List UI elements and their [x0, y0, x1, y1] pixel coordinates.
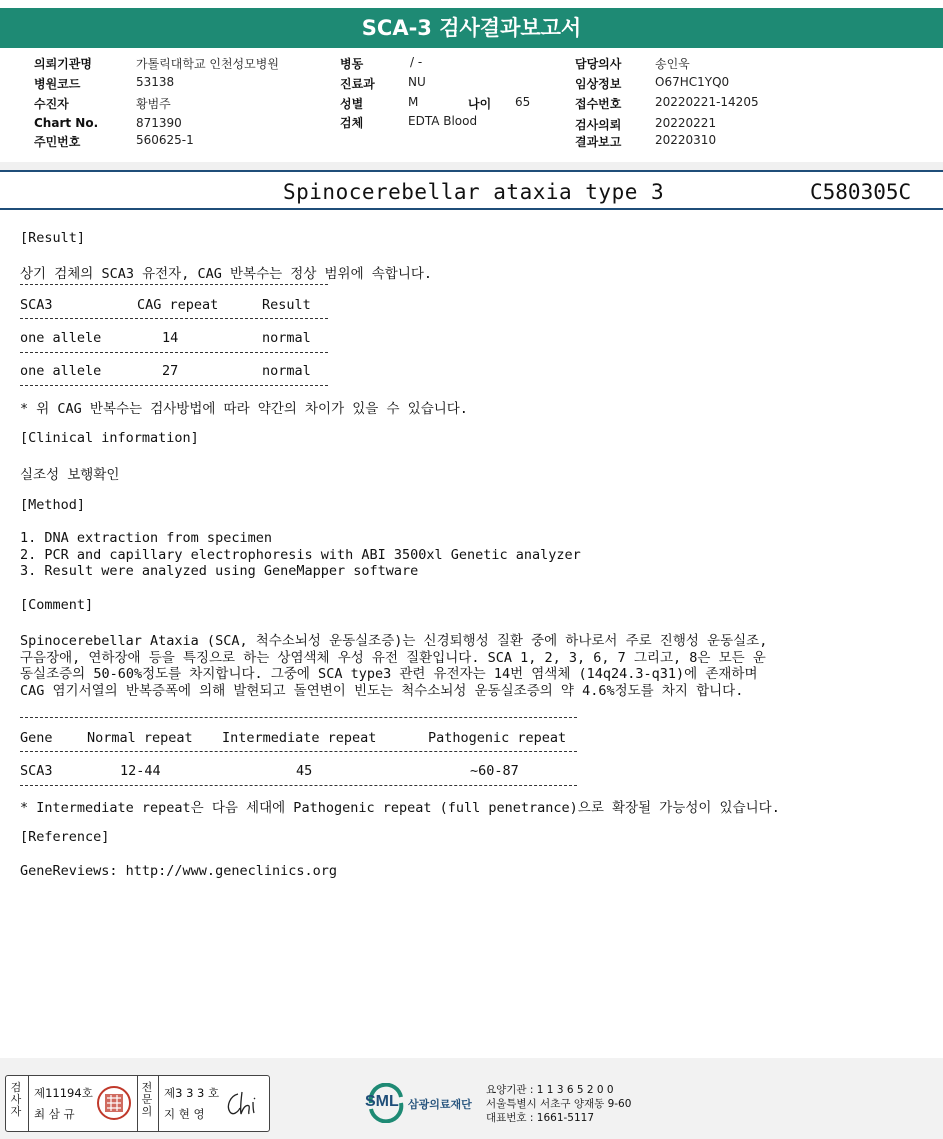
signature-box — [5, 1075, 270, 1132]
repeat-header-pathogenic: Pathogenic repeat — [428, 730, 567, 746]
info-value: 황범주 — [136, 97, 171, 111]
method-heading: [Method] — [20, 497, 86, 513]
result-row-repeat: 14 — [162, 330, 179, 346]
comment-note: * Intermediate repeat은 다음 세대에 Pathogenic repeat (full penetrance)으로 확장될 가능성이 있습니다. — [20, 800, 780, 816]
info-label: 담당의사 — [575, 57, 622, 71]
result-row-allele: one allele — [20, 330, 102, 346]
repeat-row-intermediate: 45 — [296, 763, 313, 779]
info-label: 의뢰기관명 — [34, 57, 92, 71]
comment-line: 동실조증의 50-60%정도를 차지합니다. 그중에 SCA type3 관련 유전자는 14번 염색체 (14q24.3-q31)에 존재하며 — [20, 666, 758, 682]
info-value: NU — [408, 75, 426, 89]
info-label: 병원코드 — [34, 77, 81, 91]
org-info — [486, 1083, 631, 1125]
age-label: 나이 — [468, 97, 492, 111]
info-value: O67HC1YQ0 — [655, 75, 730, 89]
repeat-header-gene: Gene — [20, 730, 53, 746]
info-label: 진료과 — [340, 77, 375, 91]
divider — [20, 352, 328, 353]
info-label: 수진자 — [34, 97, 69, 111]
info-value: 송인욱 — [655, 57, 690, 71]
info-value: M — [408, 95, 419, 109]
result-note: * 위 CAG 반복수는 검사방법에 따라 약간의 차이가 있을 수 있습니다. — [20, 401, 468, 417]
repeat-header-intermediate: Intermediate repeat — [222, 730, 377, 746]
method-step: 3. Result were analyzed using GeneMapper software — [20, 563, 419, 579]
info-label: 검체 — [340, 116, 364, 130]
result-row-allele: one allele — [20, 363, 102, 379]
divider — [20, 385, 328, 386]
info-label: 주민번호 — [34, 135, 81, 149]
signature-icon — [224, 1088, 262, 1118]
info-label: 검사의뢰 — [575, 118, 622, 132]
result-row-repeat: 27 — [162, 363, 179, 379]
report-title: SCA-3 검사결과보고서 — [0, 8, 943, 48]
divider — [20, 717, 577, 718]
info-value: 20220221 — [655, 116, 717, 130]
test-name: Spinocerebellar ataxia type 3 — [283, 180, 665, 204]
sml-logo-text: SML — [365, 1093, 399, 1110]
result-header-cag: CAG repeat — [137, 297, 219, 313]
seal-icon — [96, 1085, 132, 1121]
result-header-gene: SCA3 — [20, 297, 53, 313]
result-heading: [Result] — [20, 230, 86, 246]
signer1-license: 제11194호 — [34, 1086, 93, 1100]
header-divider-top — [0, 170, 943, 172]
signer2-license: 제3 3 3 호 — [164, 1086, 220, 1100]
clinical-text: 실조성 보행확인 — [20, 467, 120, 483]
header-band — [0, 162, 943, 170]
clinical-heading: [Clinical information] — [20, 430, 199, 446]
info-label: 병동 — [340, 57, 364, 71]
info-value: EDTA Blood — [408, 114, 478, 128]
divider — [20, 284, 328, 285]
result-summary: 상기 검체의 SCA3 유전자, CAG 반복수는 정상 범위에 속합니다. — [20, 266, 433, 282]
org-info-line: 서울특별시 서초구 양재동 9-60 — [486, 1098, 632, 1110]
repeat-row-normal: 12-44 — [120, 763, 161, 779]
org-name: 삼광의료재단 — [408, 1098, 472, 1111]
info-value: 53138 — [136, 75, 175, 89]
signer1-name: 최 삼 규 — [34, 1107, 75, 1121]
method-step: 1. DNA extraction from specimen — [20, 530, 272, 546]
reference-heading: [Reference] — [20, 829, 110, 845]
divider — [20, 318, 328, 319]
org-info-line: 요양기관 : 1 1 3 6 5 2 0 0 — [486, 1084, 614, 1096]
info-label: 결과보고 — [575, 135, 622, 149]
comment-line: Spinocerebellar Ataxia (SCA, 척수소뇌성 운동실조증)는 신경퇴행성 질환 중에 하나로서 주로 진행성 운동실조, — [20, 633, 768, 649]
reference-text: GeneReviews: http://www.geneclinics.org — [20, 863, 337, 879]
info-label: Chart No. — [34, 116, 99, 130]
signer1-role: 검사자 — [10, 1081, 22, 1118]
info-label: 성별 — [340, 97, 364, 111]
signer2-role: 전문의 — [141, 1081, 153, 1118]
comment-line: 구음장애, 연하장애 등을 특징으로 하는 상염색체 우성 유전 질환입니다. SCA 1, 2, 3, 6, 7 그리고, 8은 모든 운 — [20, 650, 766, 666]
signer2-name: 지 현 영 — [164, 1107, 205, 1121]
info-value: 20220310 — [655, 133, 717, 147]
age-value: 65 — [515, 95, 531, 109]
info-value: 20220221-14205 — [655, 95, 759, 109]
method-step: 2. PCR and capillary electrophoresis with ABI 3500xl Genetic analyzer — [20, 547, 581, 563]
info-label: 접수번호 — [575, 97, 622, 111]
comment-line: CAG 염기서열의 반복증폭에 의해 발현되고 돌연변이 빈도는 척수소뇌성 운동실조증의 약 4.6%정도를 차지 합니다. — [20, 683, 744, 699]
repeat-row-gene: SCA3 — [20, 763, 53, 779]
test-code: C580305C — [810, 180, 912, 204]
info-label: 임상정보 — [575, 77, 622, 91]
info-value: 가톨릭대학교 인천성모병원 — [136, 57, 279, 71]
result-header-result: Result — [262, 297, 311, 313]
repeat-row-pathogenic: ~60-87 — [470, 763, 519, 779]
org-info-line: 대표번호 : 1661-5117 — [486, 1112, 595, 1124]
divider — [20, 751, 577, 752]
info-value: 560625-1 — [136, 133, 194, 147]
result-row-result: normal — [262, 363, 311, 379]
divider — [20, 785, 577, 786]
info-value: / - — [410, 55, 423, 69]
header-divider-bottom — [0, 208, 943, 210]
repeat-header-normal: Normal repeat — [87, 730, 193, 746]
comment-heading: [Comment] — [20, 597, 94, 613]
result-row-result: normal — [262, 330, 311, 346]
info-value: 871390 — [136, 116, 182, 130]
